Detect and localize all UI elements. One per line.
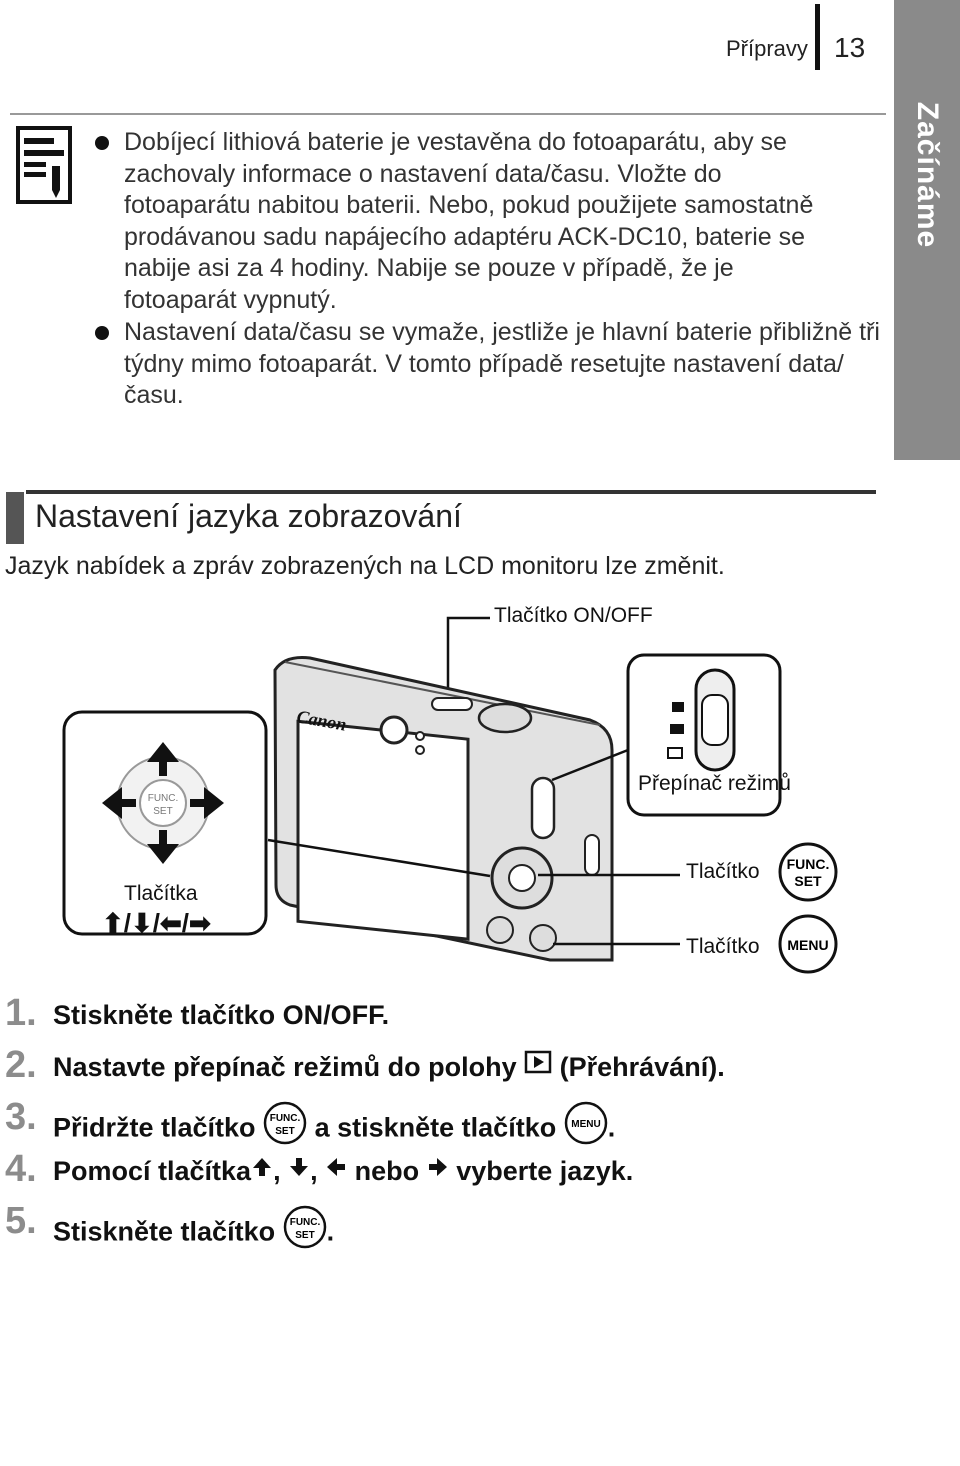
camera-illustration	[275, 658, 612, 961]
chapter-tab-label: Začínáme	[911, 101, 944, 249]
arrow-buttons-symbols: ⬆/⬇/⬅/➡	[102, 908, 211, 938]
svg-text:SET: SET	[275, 1126, 295, 1137]
func-set-icon	[283, 1205, 327, 1256]
svg-text:SET: SET	[794, 873, 822, 889]
section-intro: Jazyk nabídek a zpráv zobrazených na LCD monitoru lze změnit.	[5, 552, 725, 580]
step-number: 1.	[5, 992, 37, 1034]
svg-text:FUNC.: FUNC.	[269, 1113, 301, 1124]
menu-icon: MENU	[787, 937, 829, 953]
note-bullet-1: Dobíjecí lithiová baterie je vestavěna do fotoaparátu, aby se zachovaly informace o nastavení data/času. Vložte do fotoaparátu nabitou baterii. Nebo, pokud použijete samostatně prodávanou sadu napájecího adaptéru ACK-DC10, baterie se nabije asi za 4 hodiny. Nabije se pouze v případě, že je fotoaparát vypnutý.	[124, 127, 824, 317]
step-number: 5.	[5, 1200, 37, 1242]
note-bullet-2: Nastavení data/času se vymaže, jestliže je hlavní baterie přibližně tři týdny mimo fotoaparát. V tomto případě resetujte nastavení data/času.	[124, 317, 884, 412]
svg-text:FUNC.: FUNC.	[147, 793, 179, 804]
func-set-icon: FUNC.	[786, 856, 830, 872]
func-set-icon	[263, 1101, 307, 1152]
page-number: 13	[834, 32, 866, 63]
header-rule	[10, 113, 886, 115]
step-number: 4.	[5, 1148, 37, 1190]
note-icon	[16, 126, 74, 211]
arrow-down-icon	[288, 1154, 310, 1185]
menu-icon	[564, 1101, 608, 1152]
svg-text:FUNC.: FUNC.	[289, 1217, 320, 1228]
arrow-right-icon	[427, 1154, 449, 1185]
brand-logo: Canon	[295, 706, 349, 735]
func-button-label: Tlačítko	[686, 860, 760, 883]
svg-text:MENU: MENU	[570, 1119, 601, 1130]
arrow-up-icon	[251, 1154, 273, 1185]
arrow-buttons-label: Tlačítka	[124, 882, 198, 905]
step-number: 2.	[5, 1044, 37, 1086]
menu-button-label: Tlačítko	[686, 935, 760, 958]
bullet-dot	[95, 136, 109, 150]
arrow-left-icon	[325, 1154, 347, 1185]
playback-icon	[524, 1050, 552, 1081]
svg-text:SET: SET	[153, 806, 173, 817]
section-rule	[26, 490, 876, 494]
bullet-dot	[95, 326, 109, 340]
mode-switch-label: Přepínač režimů	[638, 772, 791, 795]
running-header-section: Přípravy	[726, 36, 808, 61]
section-title: Nastavení jazyka zobrazování	[35, 498, 462, 534]
onoff-button-label: Tlačítko ON/OFF	[494, 604, 653, 627]
step-number: 3.	[5, 1096, 37, 1138]
svg-text:SET: SET	[294, 1230, 315, 1241]
section-marker	[6, 492, 24, 544]
header-divider	[815, 4, 820, 70]
